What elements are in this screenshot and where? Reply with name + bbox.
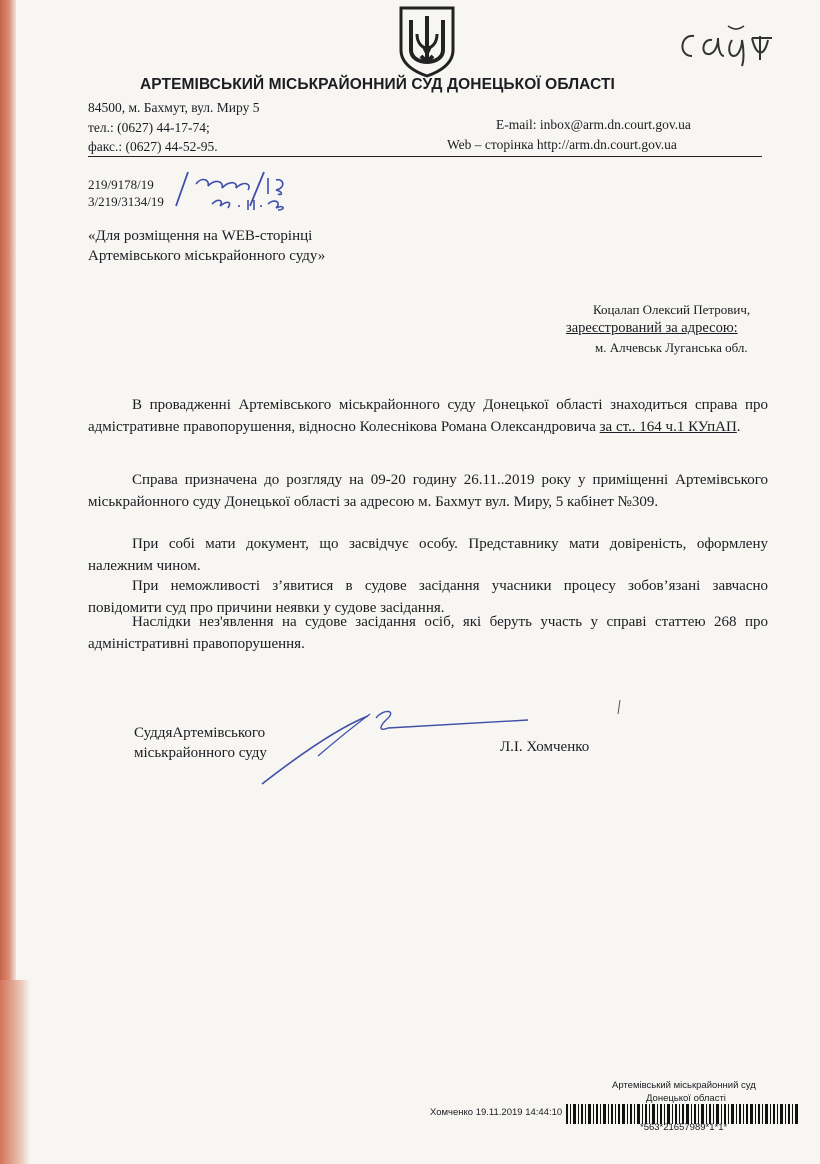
paragraph-case-article: за ст.. 164 ч.1 КУпАП — [599, 418, 737, 435]
court-phone: тел.: (0627) 44-17-74; — [88, 120, 210, 135]
court-address: 84500, м. Бахмут, вул. Миру 5 — [88, 100, 260, 115]
handwritten-reference-icon — [168, 166, 308, 216]
stamp-court-line2: Донецької області — [646, 1093, 726, 1104]
paragraph-documents: При собі мати документ, що засвідчує особу. Представнику мати довіреність, оформлену належним чином. — [88, 536, 768, 574]
court-email: E-mail: inbox@arm.dn.court.gov.ua — [496, 117, 691, 132]
court-website: Web – сторінка http://arm.dn.court.gov.ua — [447, 137, 677, 152]
scan-edge-bottom — [0, 980, 30, 1164]
paragraph-case-text: В провадженні Артемівського міськрайонного суду Донецької області знаходиться справа про адмістративне правопорушення, відносно Колеснікова Романа Олександровича — [88, 397, 768, 435]
web-note-line2: Артемівського міськрайонного суду» — [88, 248, 326, 264]
barcode-text: *563*21657989*1*1* — [640, 1122, 728, 1133]
court-fax: факс.: (0627) 44-52-95. — [88, 139, 218, 154]
recipient-city: м. Алчевськ Луганська обл. — [595, 340, 748, 355]
case-reference-2: 3/219/3134/19 — [88, 194, 164, 209]
recipient-registered: зареєстрований за адресою: — [566, 320, 738, 336]
paragraph-consequences: Наслідки нез'явлення на судове засідання осіб, які беруть участь у справі статтею 268 про адміністративні правопорушення. — [88, 614, 768, 652]
coat-of-arms-icon — [395, 4, 459, 78]
court-title: АРТЕМІВСЬКИЙ МІСЬКРАЙОННИЙ СУД ДОНЕЦЬКОЇ ОБЛАСТІ — [140, 76, 615, 93]
case-reference-1: 219/9178/19 — [88, 177, 154, 192]
recipient-name: Коцалап Олексий Петрович, — [593, 302, 751, 317]
handwritten-note-icon — [672, 16, 792, 72]
barcode-icon — [566, 1104, 798, 1124]
stamp-timestamp: Хомченко 19.11.2019 14:44:10 — [430, 1107, 563, 1118]
paragraph-absence: При неможливості з’явитися в судове засідання учасники процесу зобов’язані завчасно повідомити суд про причини неявки у судове засідання. — [88, 578, 768, 616]
judge-signature-icon — [258, 706, 538, 788]
signature-position-line1: СуддяАртемівського — [134, 725, 266, 741]
header-divider — [88, 156, 762, 157]
paragraph-hearing: Справа призначена до розгляду на 09-20 годину 26.11..2019 року у приміщенні Артемівського міськрайонного суду Донецької області за адресою м. Бахмут вул. Миру, 5 кабінет №309. — [88, 472, 768, 510]
signature-position-line2: міськрайонного суду — [134, 745, 267, 761]
paragraph-case-end: . — [736, 418, 741, 435]
stamp-court-line1: Артемівський міськрайонний суд — [612, 1080, 756, 1091]
web-note-line1: «Для розміщення на WEB-сторінці — [88, 228, 313, 244]
pen-mark-icon — [612, 698, 626, 718]
judge-name: Л.І. Хомченко — [500, 739, 590, 755]
paragraph-case-info — [88, 395, 768, 438]
